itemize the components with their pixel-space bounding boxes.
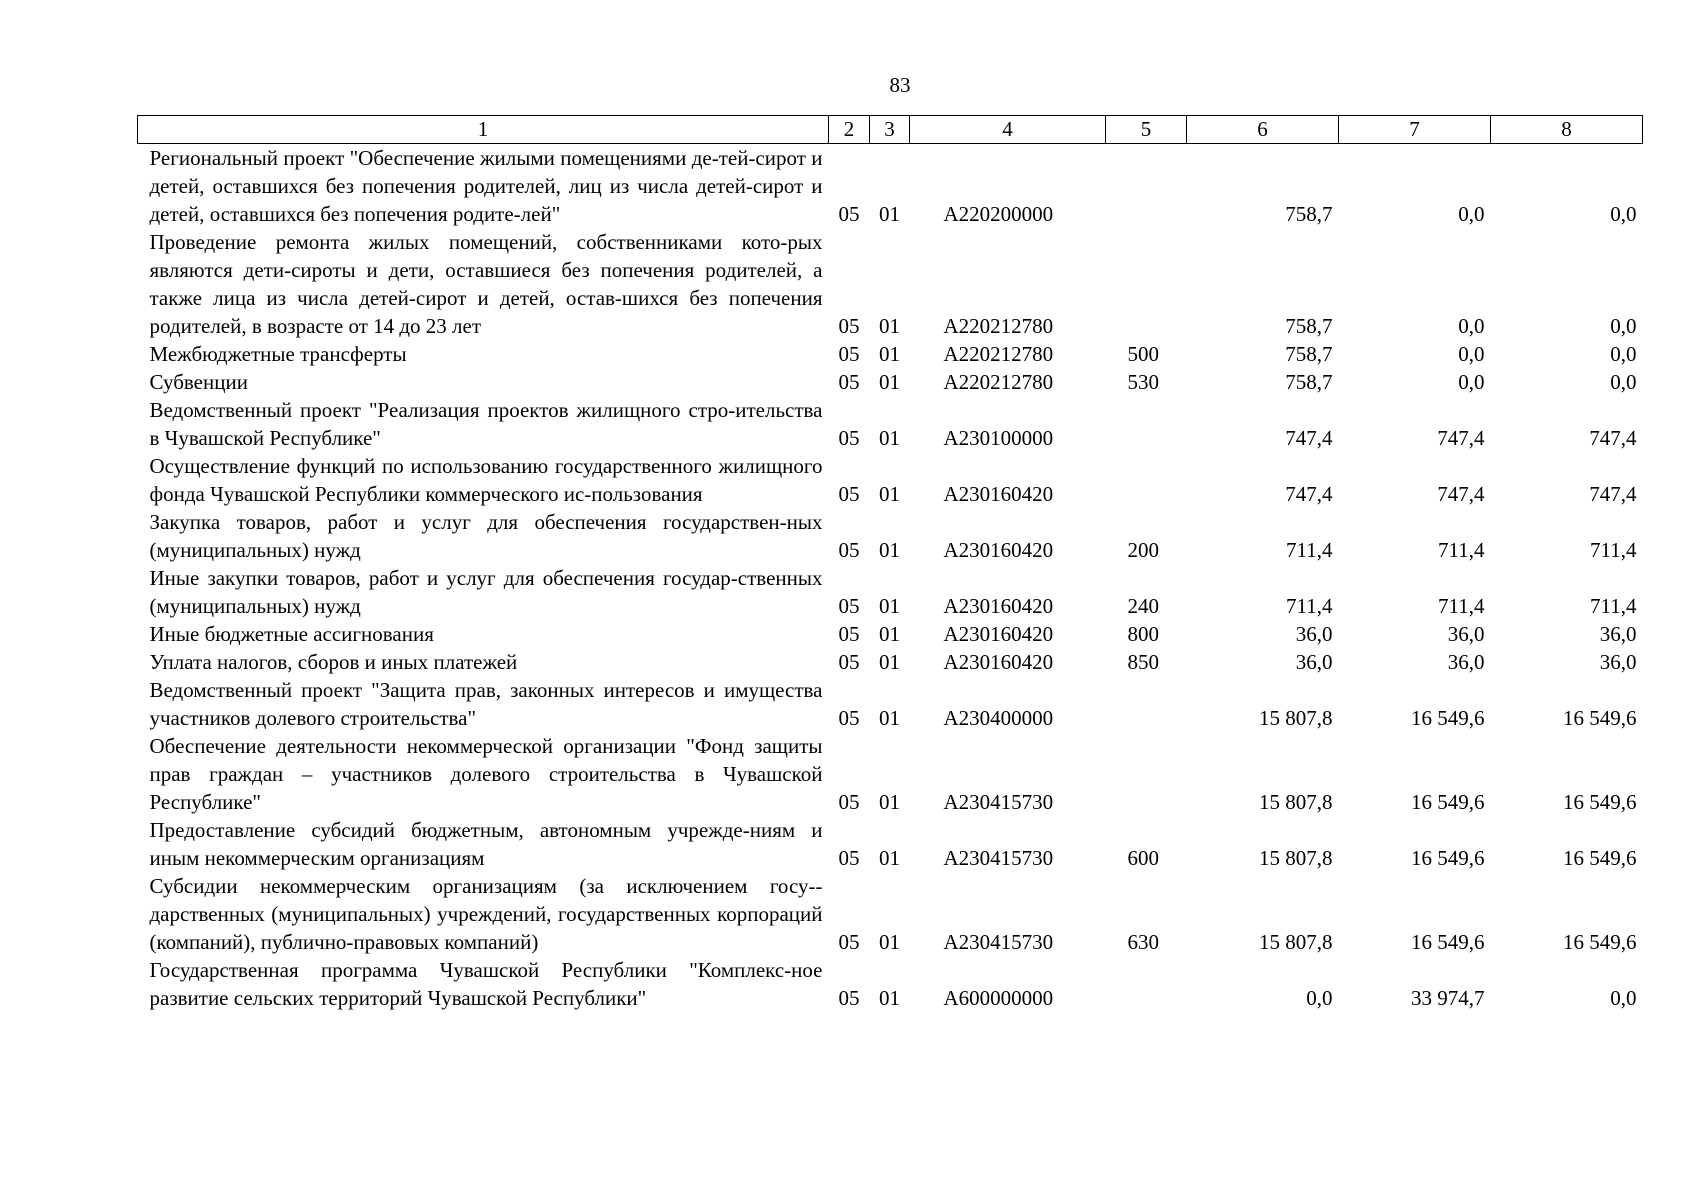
column-header: 5 — [1106, 116, 1187, 144]
expense-type-cell: 500 — [1127, 342, 1159, 366]
expense-type-cell — [1106, 144, 1187, 229]
section-code-cell: 05 — [838, 706, 860, 730]
table-row — [138, 956, 1643, 1012]
amount-col6-cell: 711,4 — [1286, 594, 1333, 618]
section-code-cell: 05 — [838, 650, 860, 674]
item-name-cell: Проведение ремонта жилых помещений, собственниками кото-рых являются дети-сироты и дети, оставшиеся без попечения родителей, а также лица из числа детей-сирот и детей, остав-шихся без попечения родителей, в возрасте от 14 до 23 лет — [149, 230, 823, 338]
amount-col6-cell: 711,4 — [1286, 538, 1333, 562]
column-header: 3 — [870, 116, 910, 144]
amount-col6-cell: 758,7 — [1285, 314, 1333, 338]
amount-col7-cell: 36,0 — [1447, 622, 1485, 646]
table-row — [138, 452, 1643, 508]
amount-col8-cell: 0,0 — [1610, 370, 1637, 394]
item-name-cell: Субсидии некоммерческим организациям (за исключением госу-дарственных (муниципальных) учреждений, государственных корпораций (компаний), публично-правовых компаний) — [149, 874, 823, 954]
expense-type-cell: 630 — [1127, 930, 1159, 954]
amount-col6-cell: 0,0 — [1306, 986, 1333, 1010]
amount-col8-cell: 16 549,6 — [1563, 930, 1637, 954]
target-article-cell: А220212780 — [943, 370, 1054, 394]
section-code-cell: 05 — [838, 846, 860, 870]
amount-col7-cell: 0,0 — [1458, 314, 1485, 338]
amount-col7-cell: 747,4 — [1437, 482, 1485, 506]
item-name-cell: Иные бюджетные ассигнования — [149, 622, 434, 646]
amount-col7-cell: 747,4 — [1437, 426, 1485, 450]
target-article-cell: А230160420 — [943, 538, 1054, 562]
section-code-cell: 05 — [838, 202, 860, 226]
column-header: 8 — [1491, 116, 1643, 144]
amount-col6-cell: 758,7 — [1285, 342, 1333, 366]
target-article-cell: А230415730 — [943, 930, 1054, 954]
subsection-code-cell: 01 — [879, 482, 900, 506]
section-code-cell: 05 — [838, 370, 860, 394]
item-name-cell: Межбюджетные трансферты — [149, 342, 407, 366]
subsection-code-cell: 01 — [879, 370, 900, 394]
amount-col7-cell: 0,0 — [1458, 202, 1485, 226]
amount-col8-cell: 0,0 — [1610, 986, 1637, 1010]
amount-col8-cell: 36,0 — [1599, 622, 1637, 646]
table-row — [138, 396, 1643, 452]
target-article-cell: А220200000 — [943, 202, 1054, 226]
expense-type-cell — [1106, 228, 1187, 340]
column-header: 1 — [138, 116, 829, 144]
item-name-cell: Закупка товаров, работ и услуг для обеспечения государствен-ных (муниципальных) нужд — [149, 510, 823, 562]
amount-col6-cell: 758,7 — [1285, 202, 1333, 226]
section-code-cell: 05 — [838, 986, 860, 1010]
amount-col8-cell: 747,4 — [1589, 426, 1637, 450]
amount-col7-cell: 16 549,6 — [1411, 706, 1485, 730]
amount-col8-cell: 711,4 — [1590, 594, 1637, 618]
item-name-cell: Уплата налогов, сборов и иных платежей — [149, 650, 518, 674]
target-article-cell: А230160420 — [943, 650, 1054, 674]
expense-type-cell — [1106, 956, 1187, 1012]
section-code-cell: 05 — [838, 790, 860, 814]
amount-col8-cell: 16 549,6 — [1563, 846, 1637, 870]
amount-col8-cell: 0,0 — [1610, 314, 1637, 338]
item-name-cell: Ведомственный проект "Защита прав, законных интересов и имущества участников долевого строительства" — [149, 678, 823, 730]
target-article-cell: А230400000 — [943, 706, 1054, 730]
amount-col8-cell: 0,0 — [1610, 202, 1637, 226]
target-article-cell: А600000000 — [943, 986, 1054, 1010]
subsection-code-cell: 01 — [879, 622, 900, 646]
table-row — [138, 872, 1643, 956]
target-article-cell: А230415730 — [943, 790, 1054, 814]
target-article-cell: А220212780 — [943, 314, 1054, 338]
item-name-cell: Предоставление субсидий бюджетным, автономным учрежде-ниям и иным некоммерческим организациям — [149, 818, 823, 870]
table-row — [138, 144, 1643, 229]
expense-type-cell: 240 — [1127, 594, 1159, 618]
subsection-code-cell: 01 — [879, 202, 900, 226]
amount-col7-cell: 36,0 — [1447, 650, 1485, 674]
amount-col7-cell: 0,0 — [1458, 342, 1485, 366]
column-header: 2 — [829, 116, 870, 144]
amount-col6-cell: 36,0 — [1295, 622, 1333, 646]
amount-col7-cell: 711,4 — [1438, 538, 1485, 562]
item-name-cell: Иные закупки товаров, работ и услуг для обеспечения государ-ственных (муниципальных) нужд — [149, 566, 823, 618]
section-code-cell: 05 — [838, 342, 860, 366]
subsection-code-cell: 01 — [879, 706, 900, 730]
table-row — [138, 648, 1643, 676]
amount-col8-cell: 711,4 — [1590, 538, 1637, 562]
subsection-code-cell: 01 — [879, 342, 900, 366]
amount-col6-cell: 15 807,8 — [1259, 846, 1333, 870]
target-article-cell: А230160420 — [943, 622, 1054, 646]
target-article-cell: А230415730 — [943, 846, 1054, 870]
amount-col7-cell: 33 974,7 — [1411, 986, 1485, 1010]
amount-col8-cell: 747,4 — [1589, 482, 1637, 506]
table-row — [138, 620, 1643, 648]
amount-col8-cell: 36,0 — [1599, 650, 1637, 674]
expense-type-cell: 850 — [1127, 650, 1159, 674]
expense-type-cell: 600 — [1127, 846, 1159, 870]
subsection-code-cell: 01 — [879, 846, 900, 870]
item-name-cell: Субвенции — [149, 370, 248, 394]
amount-col6-cell: 747,4 — [1285, 426, 1333, 450]
subsection-code-cell: 01 — [879, 426, 900, 450]
table-row — [138, 676, 1643, 732]
item-name-cell: Государственная программа Чувашской Республики "Комплекс-ное развитие сельских территорий Чувашской Республики" — [149, 958, 823, 1010]
amount-col7-cell: 0,0 — [1458, 370, 1485, 394]
expense-type-cell: 800 — [1127, 622, 1159, 646]
subsection-code-cell: 01 — [879, 594, 900, 618]
amount-col7-cell: 16 549,6 — [1411, 930, 1485, 954]
expense-type-cell: 200 — [1127, 538, 1159, 562]
table-row — [138, 340, 1643, 368]
amount-col6-cell: 758,7 — [1285, 370, 1333, 394]
item-name-cell: Осуществление функций по использованию государственного жилищного фонда Чувашской Республики коммерческого ис-пользования — [149, 454, 823, 506]
section-code-cell: 05 — [838, 622, 860, 646]
section-code-cell: 05 — [838, 930, 860, 954]
table-row — [138, 228, 1643, 340]
amount-col8-cell: 0,0 — [1610, 342, 1637, 366]
target-article-cell: А230100000 — [943, 426, 1054, 450]
amount-col6-cell: 15 807,8 — [1259, 706, 1333, 730]
subsection-code-cell: 01 — [879, 986, 900, 1010]
amount-col6-cell: 747,4 — [1285, 482, 1333, 506]
item-name-cell: Региональный проект "Обеспечение жилыми помещениями де-тей-сирот и детей, оставшихся без попечения родителей, лиц из числа детей-сирот и детей, оставшихся без попечения родите-лей" — [149, 146, 823, 226]
table-row — [138, 732, 1643, 816]
expense-type-cell — [1106, 396, 1187, 452]
column-header: 7 — [1339, 116, 1491, 144]
amount-col8-cell: 16 549,6 — [1563, 706, 1637, 730]
subsection-code-cell: 01 — [879, 650, 900, 674]
column-header: 6 — [1187, 116, 1339, 144]
section-code-cell: 05 — [838, 482, 860, 506]
target-article-cell: А220212780 — [943, 342, 1054, 366]
expense-type-cell — [1106, 452, 1187, 508]
table-row — [138, 816, 1643, 872]
amount-col8-cell: 16 549,6 — [1563, 790, 1637, 814]
column-number-row — [138, 116, 1643, 144]
expense-type-cell: 530 — [1127, 370, 1159, 394]
amount-col7-cell: 711,4 — [1438, 594, 1485, 618]
budget-table — [137, 115, 1643, 1012]
subsection-code-cell: 01 — [879, 790, 900, 814]
amount-col6-cell: 15 807,8 — [1259, 930, 1333, 954]
expense-type-cell — [1106, 676, 1187, 732]
table-row — [138, 368, 1643, 396]
item-name-cell: Обеспечение деятельности некоммерческой организации "Фонд защиты прав граждан – участников долевого строительства в Чувашской Республике" — [149, 734, 823, 814]
subsection-code-cell: 01 — [879, 930, 900, 954]
item-name-cell: Ведомственный проект "Реализация проектов жилищного стро-ительства в Чувашской Республике" — [149, 398, 823, 450]
expense-type-cell — [1106, 732, 1187, 816]
amount-col7-cell: 16 549,6 — [1411, 790, 1485, 814]
section-code-cell: 05 — [838, 314, 860, 338]
amount-col7-cell: 16 549,6 — [1411, 846, 1485, 870]
table-row — [138, 508, 1643, 564]
target-article-cell: А230160420 — [943, 594, 1054, 618]
page-number: 83 — [889, 73, 911, 97]
subsection-code-cell: 01 — [879, 538, 900, 562]
column-header: 4 — [910, 116, 1106, 144]
section-code-cell: 05 — [838, 426, 860, 450]
table-row — [138, 564, 1643, 620]
target-article-cell: А230160420 — [943, 482, 1054, 506]
amount-col6-cell: 15 807,8 — [1259, 790, 1333, 814]
amount-col6-cell: 36,0 — [1295, 650, 1333, 674]
subsection-code-cell: 01 — [879, 314, 900, 338]
section-code-cell: 05 — [838, 538, 860, 562]
section-code-cell: 05 — [838, 594, 860, 618]
